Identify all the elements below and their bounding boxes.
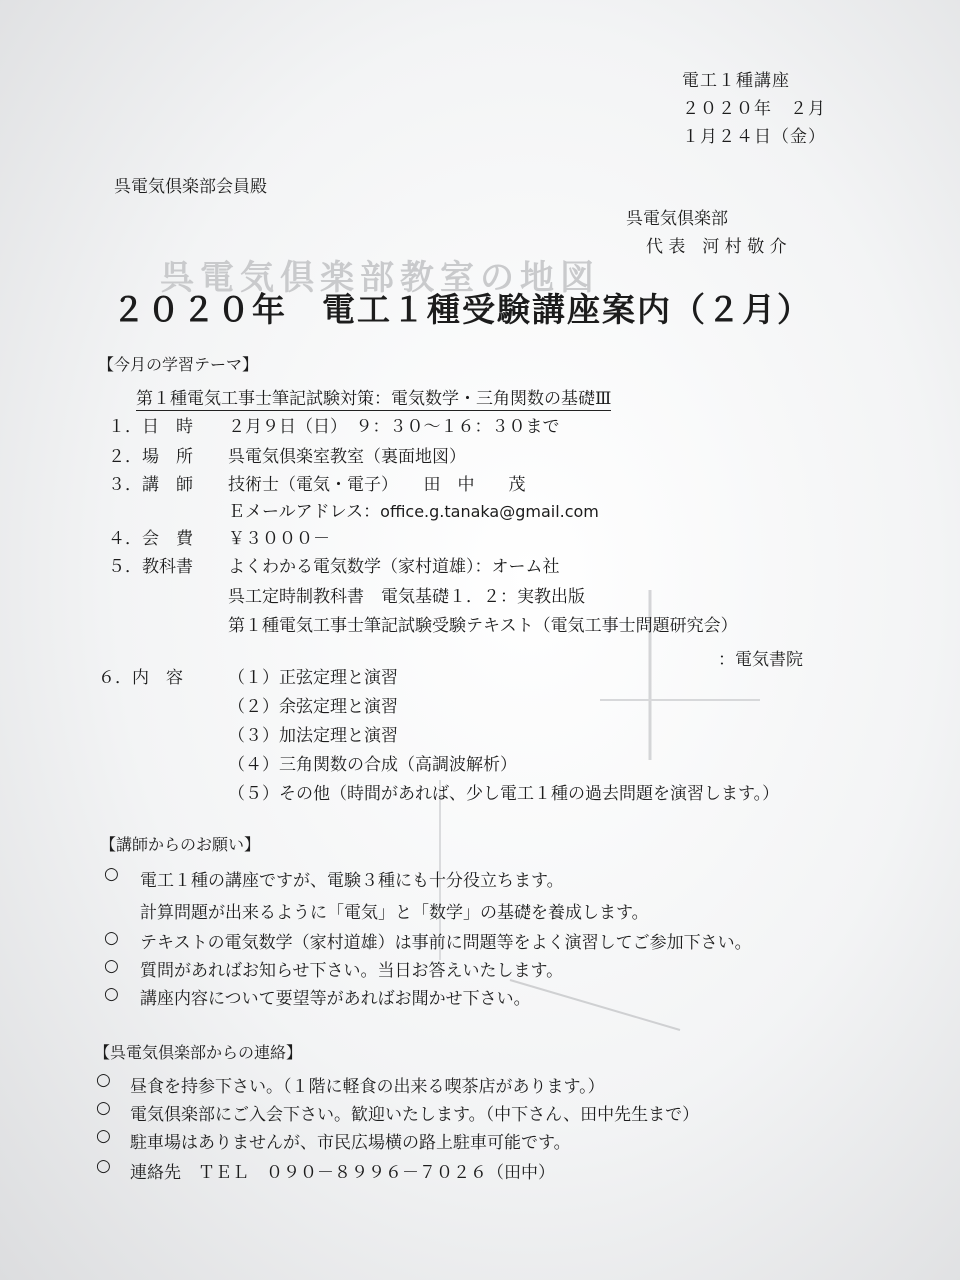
request-line: 質問があればお知らせ下さい。当日お答えいたします。 bbox=[140, 961, 564, 981]
requests-label: 【講師からのお願い】 bbox=[100, 835, 261, 854]
content-item: （１）正弦定理と演習 bbox=[228, 668, 398, 688]
place-value: 呉電気倶楽室教室（裏面地図） bbox=[228, 447, 466, 467]
textbook-label: ５．教科書 bbox=[108, 557, 193, 577]
bullet-icon: ○ bbox=[104, 928, 119, 948]
date-line-2: １月２４日（金） bbox=[682, 127, 826, 147]
course-name: 電工１種講座 bbox=[682, 71, 790, 91]
bullet-icon: ○ bbox=[104, 956, 119, 976]
content-label: ６．内 容 bbox=[98, 668, 183, 688]
contact-label: 【呉電気倶楽部からの連絡】 bbox=[94, 1043, 303, 1062]
request-line: 計算問題が出来るように「電気」と「数学」の基礎を養成します。 bbox=[140, 903, 649, 923]
addressee: 呉電気倶楽部会員殿 bbox=[114, 177, 267, 197]
email-line bbox=[228, 497, 599, 522]
request-line: 講座内容について要望等があればお聞かせ下さい。 bbox=[140, 989, 531, 1009]
fee-value: ￥３０００－ bbox=[228, 529, 330, 549]
contact-line: 電気倶楽部にご入会下さい。歓迎いたします。（中下さん、田中先生まで） bbox=[130, 1105, 700, 1125]
content-item: （２）余弦定理と演習 bbox=[228, 697, 398, 717]
textbook-1: よくわかる電気数学（家村道雄）：オーム社 bbox=[228, 557, 560, 577]
contact-line: 昼食を持参下さい。（１階に軽食の出来る喫茶店があります。） bbox=[130, 1077, 605, 1097]
content-item: （４）三角関数の合成（高調波解析） bbox=[228, 755, 517, 775]
datetime-label: １．日 時 bbox=[108, 417, 193, 437]
textbook-3: 第１種電気工事士筆記試験受験テキスト（電気工事士問題研究会） bbox=[228, 616, 738, 636]
fee-label: ４．会 費 bbox=[108, 529, 193, 549]
contact-line: 連絡先 ＴＥＬ ０９０－８９９６－７０２６（田中） bbox=[130, 1163, 555, 1183]
request-line: 電工１種の講座ですが、電験３種にも十分役立ちます。 bbox=[140, 871, 564, 891]
bullet-icon: ○ bbox=[96, 1098, 111, 1118]
datetime-value: ２月９日（日） ９：３０～１６：３０まで bbox=[228, 417, 560, 437]
bullet-icon: ○ bbox=[104, 984, 119, 1004]
page-title: ２０２０年 電工１種受験講座案内（２月） bbox=[112, 290, 812, 329]
place-label: ２．場 所 bbox=[108, 447, 193, 467]
content-item: （３）加法定理と演習 bbox=[228, 726, 398, 746]
lecturer-label: ３．講 師 bbox=[108, 475, 193, 495]
date-line-1: ２０２０年 ２月 bbox=[682, 99, 826, 119]
contact-line: 駐車場はありませんが、市民広場横の路上駐車可能です。 bbox=[130, 1133, 571, 1153]
bullet-icon: ○ bbox=[96, 1126, 111, 1146]
email-address: office.g.tanaka@gmail.com bbox=[380, 502, 599, 521]
bullet-icon: ○ bbox=[104, 864, 119, 884]
lecturer-value: 技術士（電気・電子） 田 中 茂 bbox=[228, 475, 526, 495]
organization: 呉電気倶楽部 bbox=[626, 209, 728, 229]
representative: 代 表 河 村 敬 介 bbox=[646, 237, 787, 257]
show-through-text: 呉電気倶楽部教室の地図 bbox=[160, 258, 600, 298]
bullet-icon: ○ bbox=[96, 1156, 111, 1176]
email-label: Ｅメールアドレス： bbox=[228, 502, 381, 522]
textbook-2: 呉工定時制教科書 電気基礎１．２：実教出版 bbox=[228, 587, 585, 607]
theme-label: 【今月の学習テーマ】 bbox=[98, 355, 259, 374]
content-item: （５）その他（時間があれば、少し電工１種の過去問題を演習します。） bbox=[228, 784, 780, 804]
theme-text: 第１種電気工事士筆記試験対策：電気数学・三角関数の基礎Ⅲ bbox=[136, 389, 612, 409]
request-line: テキストの電気数学（家村道雄）は事前に問題等をよく演習してご参加下さい。 bbox=[140, 933, 752, 953]
bullet-icon: ○ bbox=[96, 1070, 111, 1090]
textbook-3-publisher: ：電気書院 bbox=[718, 650, 803, 670]
